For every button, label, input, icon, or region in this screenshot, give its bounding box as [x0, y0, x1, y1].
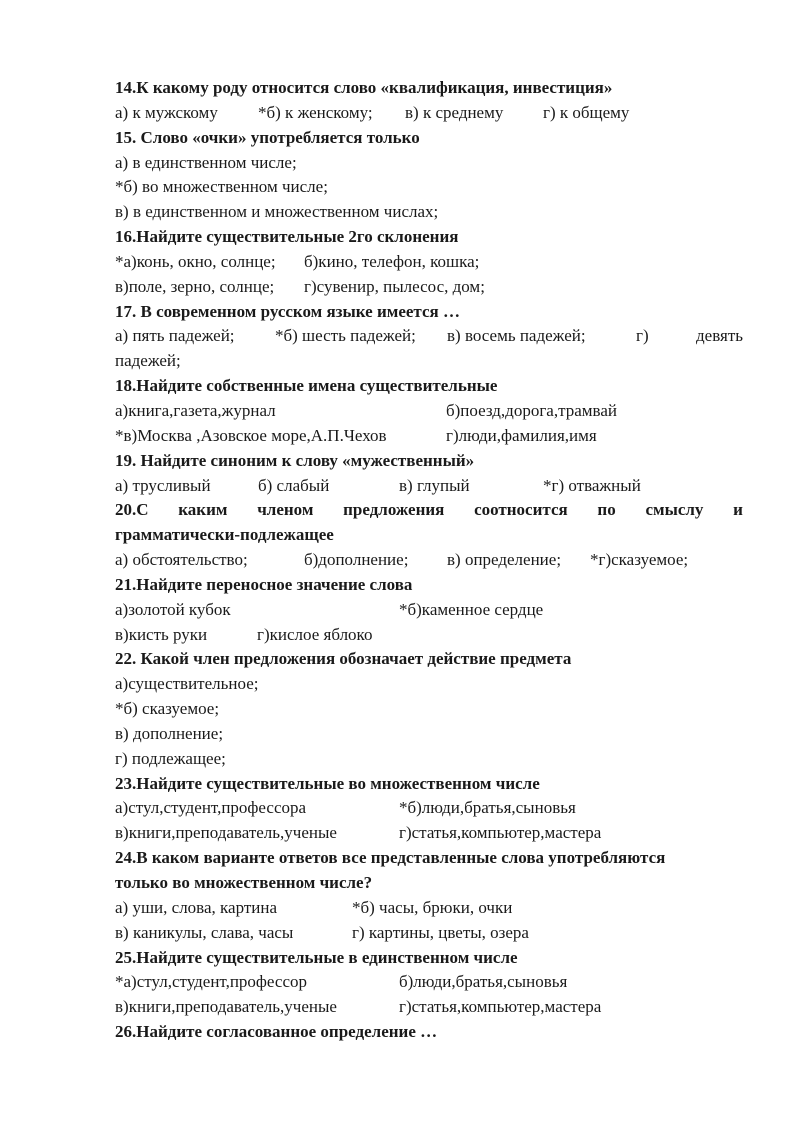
text-segment: г) — [636, 326, 649, 346]
text-segment: б)дополнение; — [304, 550, 409, 570]
text-segment: в) дополнение; — [115, 723, 224, 743]
question-line — [115, 523, 743, 548]
text-segment: предложения — [343, 500, 445, 520]
text-segment: г)люди,фамилия,имя — [446, 425, 597, 445]
answer-line — [115, 623, 743, 648]
text-segment: 19. Найдите синоним к слову «мужественный» — [115, 450, 475, 470]
text-segment: членом — [257, 500, 314, 520]
text-segment: 17. В современном русском языке имеется … — [115, 301, 460, 321]
question-line — [115, 449, 743, 474]
text-segment: а)стул,студент,профессора — [115, 798, 307, 818]
text-segment: г) к общему — [543, 102, 630, 122]
answer-line — [115, 101, 743, 126]
text-segment: *б) сказуемое; — [115, 699, 220, 719]
text-segment: *б)каменное сердце — [399, 599, 544, 619]
text-segment: и — [733, 500, 743, 520]
text-segment: в) к среднему — [405, 102, 504, 122]
text-segment: 16.Найдите существительные 2го склонения — [115, 227, 459, 247]
question-line — [115, 871, 743, 896]
answer-line — [115, 548, 743, 573]
text-segment: 23.Найдите существительные во множественном числе — [115, 773, 540, 793]
text-segment: 15. Слово «очки» употребляется только — [115, 127, 420, 147]
text-segment: б)кино, телефон, кошка; — [304, 251, 480, 271]
answer-line — [115, 474, 743, 499]
text-segment: в)поле, зерно, солнце; — [115, 276, 275, 296]
question-line — [115, 647, 743, 672]
document-page — [115, 76, 743, 1045]
answer-line — [115, 747, 743, 772]
answer-line — [115, 324, 743, 349]
text-segment: *г)сказуемое; — [590, 550, 689, 570]
text-segment: в) определение; — [447, 550, 562, 570]
question-line — [115, 1020, 743, 1045]
text-segment: в) восемь падежей; — [447, 326, 586, 346]
text-segment: в) в единственном и множественном числах; — [115, 202, 439, 222]
answer-line — [115, 399, 743, 424]
text-segment: *б) часы, брюки, очки — [352, 897, 513, 917]
text-segment: девять — [696, 326, 743, 346]
answer-line — [115, 250, 743, 275]
question-line — [115, 573, 743, 598]
answer-line — [115, 970, 743, 995]
answer-line — [115, 995, 743, 1020]
text-segment: г) подлежащее; — [115, 748, 226, 768]
text-segment: в) глупый — [399, 475, 470, 495]
text-segment: смыслу — [645, 500, 704, 520]
question-line — [115, 946, 743, 971]
text-segment: 22. Какой член предложения обозначает действие предмета — [115, 649, 572, 669]
text-segment: грамматически-подлежащее — [115, 525, 334, 545]
text-segment: а) к мужскому — [115, 102, 218, 122]
text-segment: а) пять падежей; — [115, 326, 235, 346]
text-segment: а) обстоятельство; — [115, 550, 248, 570]
answer-line — [115, 349, 743, 374]
answer-line — [115, 275, 743, 300]
question-line — [115, 225, 743, 250]
text-segment: а)золотой кубок — [115, 599, 231, 619]
text-segment: 21.Найдите переносное значение слова — [115, 574, 413, 594]
text-segment: *б) шесть падежей; — [275, 326, 416, 346]
text-segment: в)книги,преподаватель,ученые — [115, 997, 337, 1017]
text-segment: *г) отважный — [543, 475, 641, 495]
answer-line — [115, 896, 743, 921]
text-segment: 25.Найдите существительные в единственном числе — [115, 947, 518, 967]
text-segment: в) каникулы, слава, часы — [115, 922, 294, 942]
answer-line — [115, 796, 743, 821]
text-segment: каким — [178, 500, 228, 520]
text-segment: г) картины, цветы, озера — [352, 922, 529, 942]
answer-line — [115, 672, 743, 697]
text-segment: 26.Найдите согласованное определение … — [115, 1022, 438, 1042]
text-segment: 20.С — [115, 500, 149, 520]
question-line — [115, 300, 743, 325]
answer-line — [115, 598, 743, 623]
text-segment: *б)люди,братья,сыновья — [399, 798, 576, 818]
question-line — [115, 498, 743, 523]
question-line — [115, 126, 743, 151]
text-segment: а)существительное; — [115, 674, 259, 694]
text-segment: *а)конь, окно, солнце; — [115, 251, 276, 271]
text-segment: *в)Москва ,Азовское море,А.П.Чехов — [115, 425, 387, 445]
answer-line — [115, 821, 743, 846]
answer-line — [115, 151, 743, 176]
text-segment: а) в единственном числе; — [115, 152, 297, 172]
text-segment: г)сувенир, пылесос, дом; — [304, 276, 485, 296]
answer-line — [115, 175, 743, 200]
text-segment: г)статья,компьютер,мастера — [399, 823, 602, 843]
text-segment: б)люди,братья,сыновья — [399, 972, 568, 992]
question-line — [115, 846, 743, 871]
text-segment: г)статья,компьютер,мастера — [399, 997, 602, 1017]
text-segment: только во множественном числе? — [115, 873, 373, 892]
text-segment: *б) к женскому; — [258, 102, 373, 122]
text-segment: г)кислое яблоко — [257, 624, 373, 644]
text-segment: *б) во множественном числе; — [115, 177, 328, 197]
text-segment: а) трусливый — [115, 475, 211, 495]
text-segment: в)кисть руки — [115, 624, 208, 644]
text-segment: а) уши, слова, картина — [115, 897, 278, 917]
text-segment: а)книга,газета,журнал — [115, 400, 276, 420]
text-segment: по — [597, 500, 616, 520]
question-line — [115, 76, 743, 101]
text-segment: 24.В каком варианте ответов все представленные слова употребляются — [115, 848, 666, 868]
answer-line — [115, 200, 743, 225]
text-segment: 18.Найдите собственные имена существительные — [115, 376, 498, 396]
question-line — [115, 374, 743, 399]
answer-line — [115, 921, 743, 946]
answer-line — [115, 697, 743, 722]
text-segment: падежей; — [115, 351, 181, 371]
answer-line — [115, 424, 743, 449]
text-segment: в)книги,преподаватель,ученые — [115, 823, 337, 843]
question-line — [115, 772, 743, 797]
text-segment: *а)стул,студент,профессор — [115, 972, 307, 992]
text-segment: 14.К какому роду относится слово «квалификация, инвестиция» — [115, 78, 613, 97]
answer-line — [115, 722, 743, 747]
text-segment: б)поезд,дорога,трамвай — [446, 400, 617, 420]
text-segment: б) слабый — [258, 475, 330, 495]
text-segment: соотносится — [474, 500, 568, 520]
